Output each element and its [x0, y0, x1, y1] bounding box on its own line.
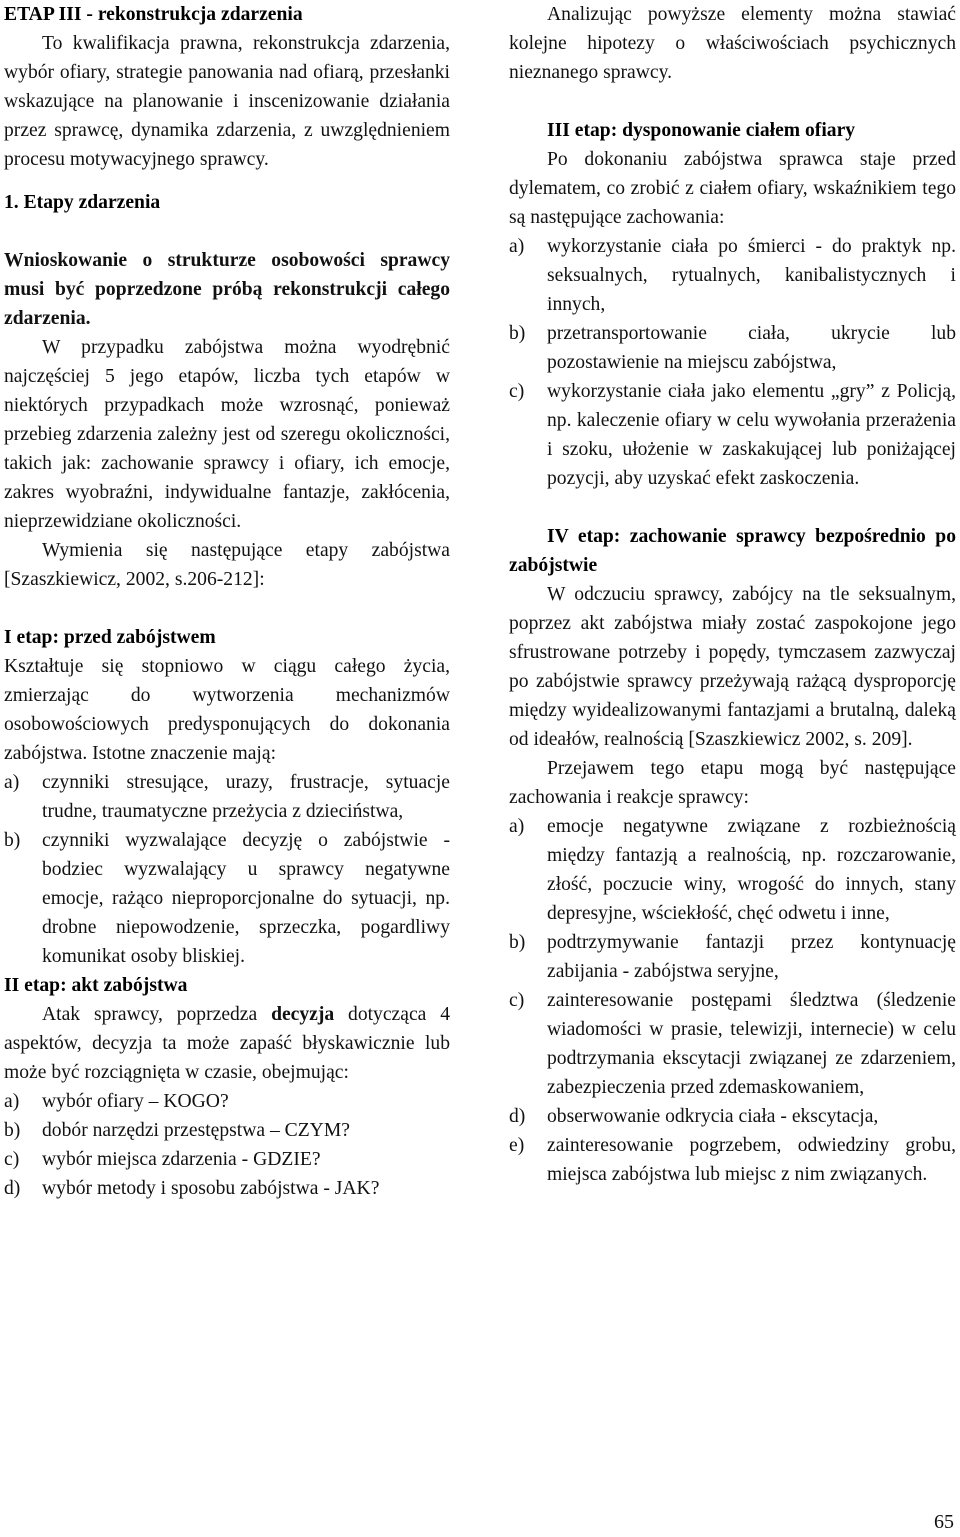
- list-item: a) emocje negatywne związane z rozbieżnością między fantazją a realnością, np. rozczarowanie, złość, poczucie winy, wrogość do innych, stany depresyjne, wściekłość, chęć odwetu i inne,: [509, 816, 956, 924]
- stage-ii-heading: II etap: akt zabójstwa: [4, 975, 188, 996]
- paragraph-stages-list-intro: Wymienia się następujące etapy zabójstwa [Szaszkiewicz, 2002, s.206-212]:: [4, 540, 450, 590]
- right-column: [509, 0, 956, 1189]
- stage-i-heading: I etap: przed zabójstwem: [4, 627, 216, 648]
- stage-iii-list: [509, 232, 956, 493]
- stage-iv-text: W odczuciu sprawcy, zabójcy na tle seksualnym, poprzez akt zabójstwa miały zostać zaspokojone jego sfrustrowane potrzeby i popędy, tymczasem zazwyczaj po zabójstwie sprawcy przeżywają rażącą dysproporcję między wyidealizowanymi fantazjami a brutalną, daleką od ideałów, realnością [Szaszkiewicz 2002, s. 209].: [509, 584, 956, 750]
- stage-iii-text: Po dokonaniu zabójstwa sprawca staje przed dylematem, co zrobić z ciałem ofiary, wskaźnikiem tego są następujące zachowania:: [509, 149, 956, 228]
- list-item: c) wybór miejsca zdarzenia - GDZIE?: [4, 1149, 321, 1170]
- stage-i-list: [4, 768, 450, 971]
- stage-iv-text-2: Przejawem tego etapu mogą być następujące zachowania i reakcje sprawcy:: [509, 758, 956, 808]
- right-intro: Analizując powyższe elementy można stawiać kolejne hipotezy o właściwościach psychicznych nieznanego sprawcy.: [509, 4, 956, 83]
- list-item: a) wybór ofiary – KOGO?: [4, 1091, 229, 1112]
- stage-ii-text: Atak sprawcy, poprzedza decyzja dotycząca 4 aspektów, decyzja ta może zapaść błyskawicznie lub może być rozciągnięta w czasie, obejmując:: [4, 1004, 450, 1083]
- list-item: a) czynniki stresujące, urazy, frustracje, sytuacje trudne, traumatyczne przeżycia z dzieciństwa,: [4, 772, 450, 822]
- list-item: c) zainteresowanie postępami śledztwa (śledzenie wiadomości w prasie, telewizji, internecie) w celu podtrzymania ekscytacji związanej ze zdarzeniem, zabezpieczenia przed zdemaskowaniem,: [509, 990, 956, 1098]
- left-column: [4, 0, 450, 1203]
- stage3-title: ETAP III - rekonstrukcja zdarzenia: [4, 4, 303, 25]
- list-item: a) wykorzystanie ciała po śmierci - do praktyk np. seksualnych, rytualnych, kanibalistycznych i innych,: [509, 236, 956, 315]
- list-item: b) przetransportowanie ciała, ukrycie lub pozostawienie na miejscu zabójstwa,: [509, 323, 956, 373]
- stage-ii-list: [4, 1087, 450, 1203]
- page-number: 65: [934, 1511, 954, 1533]
- paragraph-stages-intro: W przypadku zabójstwa można wyodrębnić najczęściej 5 jego etapów, liczba tych etapów w niektórych przypadkach może wzrosnąć, ponieważ przebieg zdarzenia zależny jest od szeregu okoliczności, takich jak: zachowanie sprawcy i ofiary, ich emocje, zakres wyobraźni, indywidualne fantazje, zakłócenia, nieprzewidziane okoliczności.: [4, 337, 450, 532]
- list-item: b) dobór narzędzi przestępstwa – CZYM?: [4, 1120, 350, 1141]
- thesis-statement: Wnioskowanie o strukturze osobowości sprawcy musi być poprzedzone próbą rekonstrukcji całego zdarzenia.: [4, 250, 450, 329]
- list-item: e) zainteresowanie pogrzebem, odwiedziny grobu, miejsca zabójstwa lub miejsc z nim związanych.: [509, 1135, 956, 1185]
- list-item: b) czynniki wyzwalające decyzję o zabójstwie - bodziec wyzwalający u sprawcy negatywne emocje, rażąco nieproporcjonalne do sytuacji, np. drobne niepowodzenie, sprzeczka, pogardliwy komunikat osoby bliskiej.: [4, 830, 450, 967]
- list-item: b) podtrzymywanie fantazji przez kontynuację zabijania - zabójstwa seryjne,: [509, 932, 956, 982]
- stage-i-text: Kształtuje się stopniowo w ciągu całego życia, zmierzając do wytworzenia mechanizmów osobowościowych predysponujących do dokonania zabójstwa. Istotne znaczenie mają:: [4, 656, 450, 764]
- stage-iv-heading: IV etap: zachowanie sprawcy bezpośrednio po zabójstwie: [509, 526, 956, 576]
- list-item: d) wybór metody i sposobu zabójstwa - JAK?: [4, 1178, 380, 1199]
- stage3-text: To kwalifikacja prawna, rekonstrukcja zdarzenia, wybór ofiary, strategie panowania nad ofiarą, przesłanki wskazujące na planowanie i inscenizowanie działania przez sprawcę, dynamika zdarzenia, z uwzględnieniem procesu motywacyjnego sprawcy.: [4, 33, 450, 170]
- stage-iii-heading: III etap: dysponowanie ciałem ofiary: [547, 120, 856, 141]
- section1-heading: 1. Etapy zdarzenia: [4, 192, 161, 213]
- list-item: d) obserwowanie odkrycia ciała - ekscytacja,: [509, 1106, 879, 1127]
- stage-iv-list: [509, 812, 956, 1189]
- list-item: c) wykorzystanie ciała jako elementu „gry” z Policją, np. kaleczenie ofiary w celu wywołania przerażenia i szoku, ułożenie w zaskakującej lub poniżającej pozycji, aby uzyskać efekt zaskoczenia.: [509, 381, 956, 489]
